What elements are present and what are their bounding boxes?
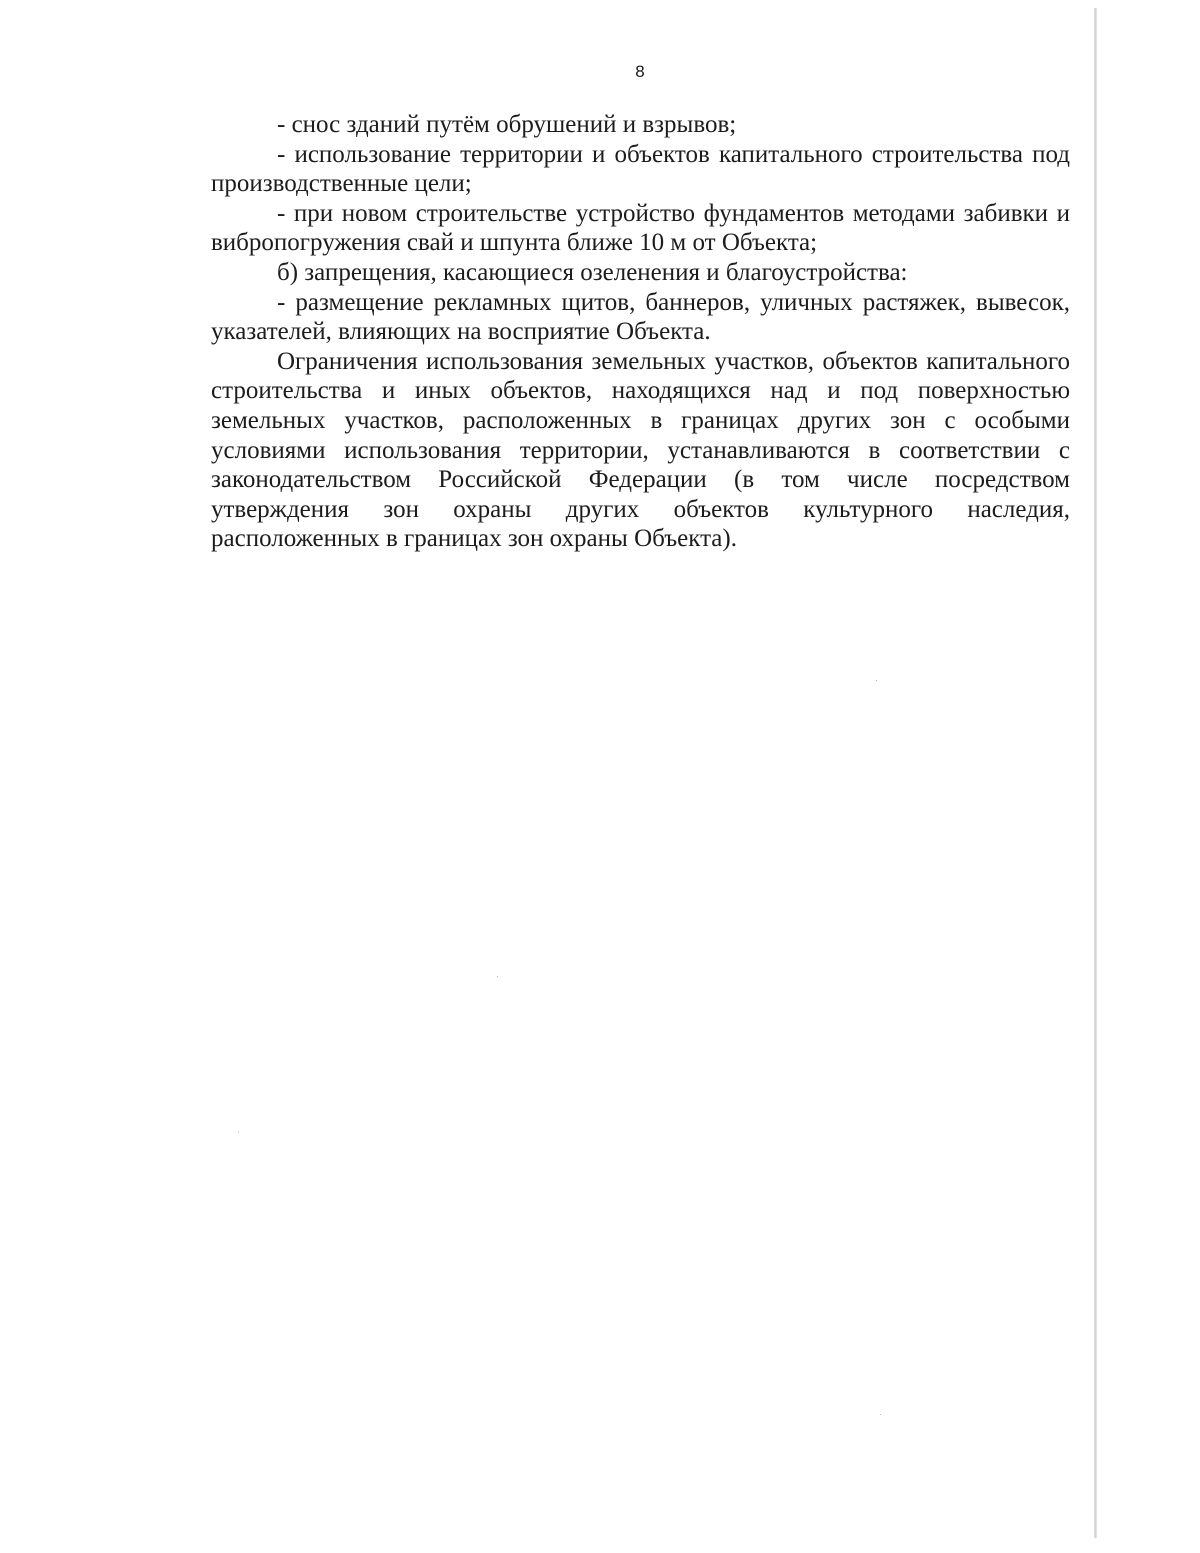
scan-speck [876, 680, 877, 681]
paragraph-restrictions: Ограничения использования земельных участков, объектов капитального строительства и иных объектов, находящихся над и под поверхностью земельных участков, расположенных в границах других зон с особыми условиями использования территории, устанавливаются в соответствии с законодательством Российской Федерации (в том числе посредством утверждения зон охраны других объектов культурного наследия, расположенных в границах зон охраны Объекта). [211, 347, 1070, 553]
subsection-heading-landscaping: б) запрещения, касающиеся озеленения и благоустройства: [277, 258, 908, 286]
scan-edge-shadow [1094, 8, 1097, 1538]
list-item-demolition: - снос зданий путём обрушений и взрывов; [277, 111, 737, 138]
scan-speck [880, 1414, 881, 1415]
page-number: 8 [635, 62, 645, 81]
scan-speck [497, 976, 498, 977]
document-body [211, 110, 1070, 554]
list-item-advertising: - размещение рекламных щитов, баннеров, уличных растяжек, вывесок, указателей, влияющих на восприятие Объекта. [211, 288, 1070, 346]
list-item-industrial-use: - использование территории и объектов капитального строительства под производственные цели; [211, 140, 1070, 198]
list-item-foundations: - при новом строительстве устройство фундаментов методами забивки и вибропогружения свай и шпунта ближе 10 м от Объекта; [211, 199, 1070, 257]
scan-speck [238, 1132, 239, 1133]
